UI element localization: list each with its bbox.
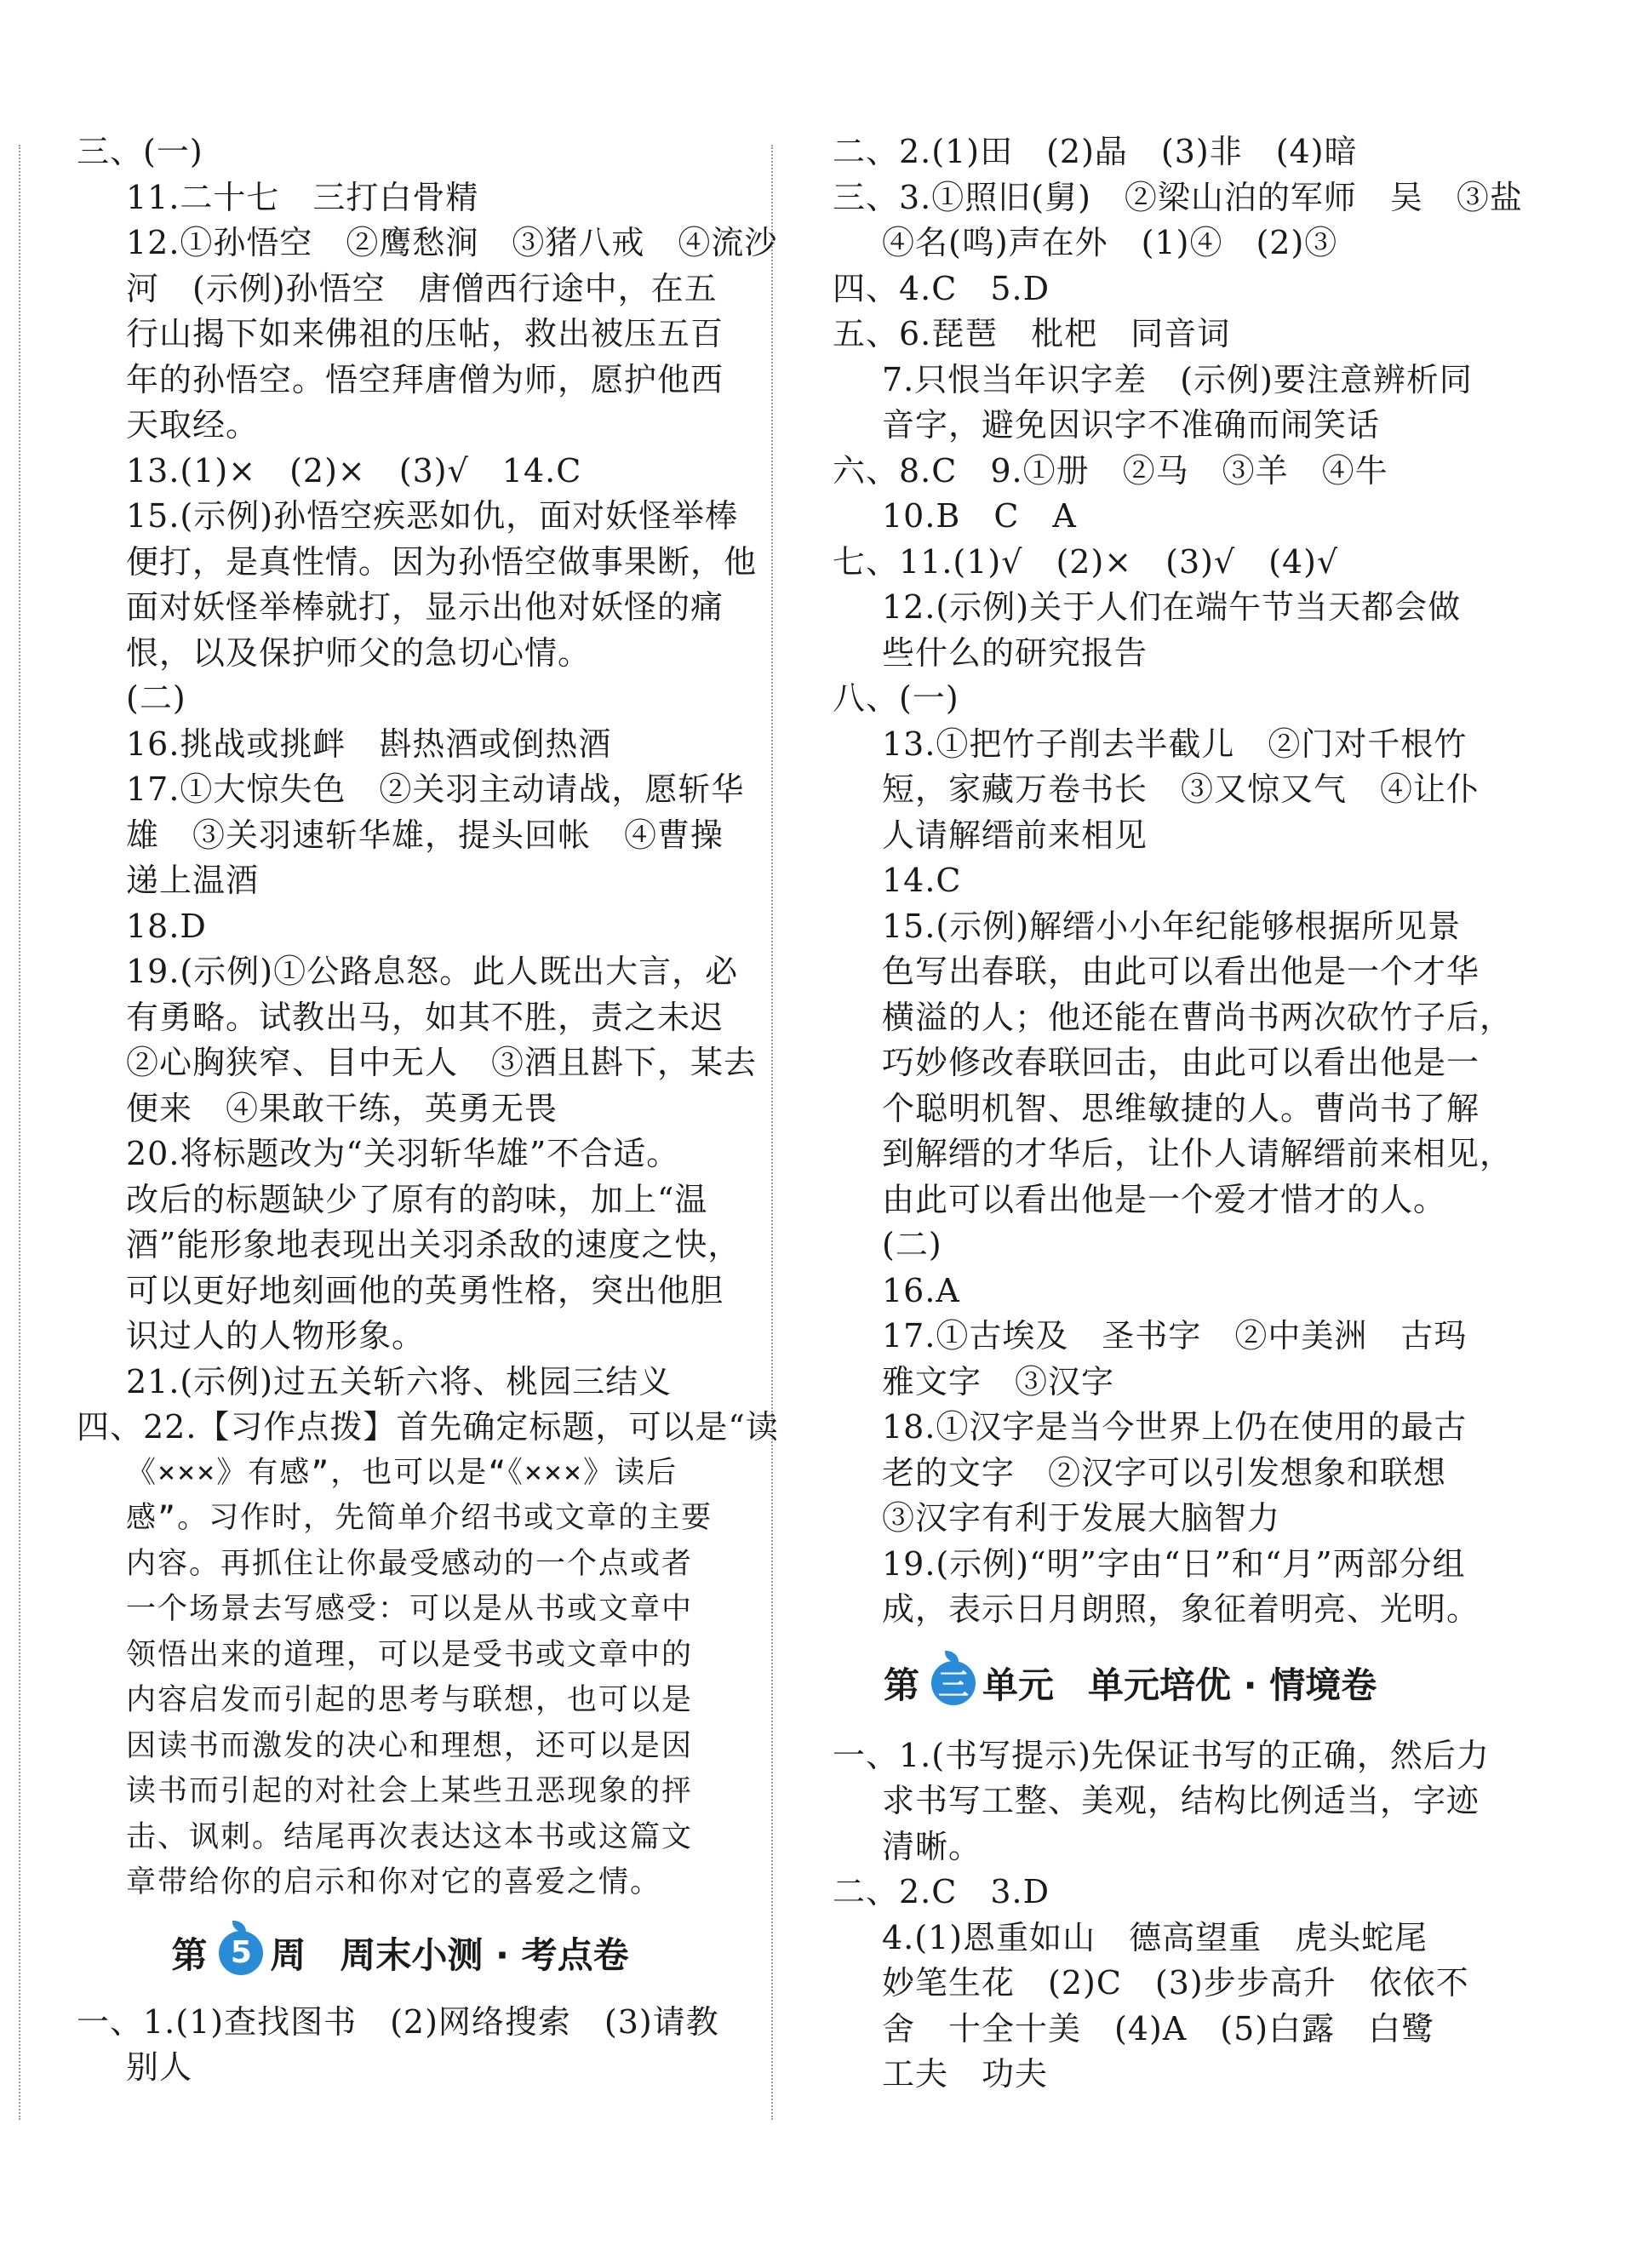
answer-line: (二) [882,1226,942,1263]
week-number-badge [219,1931,263,1975]
answer-line: 雅文字 ③汉字 [882,1362,1115,1400]
answer-line: 三、(一) [77,133,203,170]
answer-line: ③汉字有利于发展大脑智力 [882,1499,1281,1537]
answer-line: 章带给你的启示和你对它的喜爱之情。 [126,1865,662,1899]
leaf-icon [232,1921,246,1933]
answer-line: 人请解缙前来相见 [882,816,1148,854]
answer-line: 妙笔生花 (2)C (3)步步高升 依依不 [882,1964,1469,2002]
answer-line: 一、1.(1)查找图书 (2)网络搜索 (3)请教 [77,2002,719,2041]
column-divider [771,145,773,2120]
answer-line: 八、(一) [833,679,959,717]
answer-line: 横溢的人；他还能在曹尚书两次砍竹子后， [882,998,1514,1036]
right-answers-part-b [833,1733,1488,2098]
answer-line: 老的文字 ②汉字可以引发想象和联想 [882,1453,1447,1492]
answer-line: 别人 [126,2048,193,2086]
answer-line: 《×××》有感”，也可以是“《×××》读后 [126,1455,678,1490]
left-column [77,129,779,2091]
answer-line: 7.只恨当年识字差 (示例)要注意辨析同 [882,360,1473,398]
answer-line: 短，家藏万卷书长 ③又惊又气 ④让仆 [882,770,1480,808]
left-answers-part-b [77,2000,724,2091]
answer-line: 成，表示日月朗照，象征着明亮、光明。 [882,1590,1480,1628]
answer-line: 四、22.【习作点拨】首先确定标题，可以是“读 [77,1408,779,1446]
answer-line: 工夫 功夫 [882,2055,1049,2093]
answer-line: 一、1.(书写提示)先保证书写的正确，然后力 [833,1736,1490,1774]
answer-line: 四、4.C 5.D [833,269,1050,307]
answer-line: ④名(鸣)声在外 (1)④ (2)③ [882,224,1338,261]
answer-line: 16.A [882,1271,960,1309]
answer-line: 17.①大惊失色 ②关羽主动请战，愿斩华 [126,770,745,808]
unit-number-badge [931,1661,976,1705]
answer-line: 因读书而激发的决心和理想，还可以是因 [126,1728,694,1763]
answer-line: 些什么的研究报告 [882,633,1148,672]
answer-line: 酒”能形象地表现出关羽杀敌的速度之快， [126,1226,741,1263]
answer-line: 到解缙的才华后，让仆人请解缙前来相见， [882,1135,1514,1172]
answer-line: 感”。习作时，先简单介绍书或文章的主要 [126,1501,713,1535]
answer-line: 面对妖怪举棒就打，显示出他对妖怪的痛 [126,588,724,626]
answer-line: 年的孙悟空。悟空拜唐僧为师，愿护他西 [126,360,724,398]
answer-line: 20.将标题改为“关羽斩华雄”不合适。 [126,1135,680,1172]
unit-heading-title: 单元培优 · 情境卷 [1088,1664,1377,1706]
answer-line: 改后的标题缺少了原有的韵味，加上“温 [126,1180,708,1218]
week-heading [77,1906,724,2000]
answer-line: 三、3.①照旧(舅) ②梁山泊的军师 吴 ③盐 [833,178,1523,216]
week-number: 5 [230,1935,252,1970]
answer-line: 二、2.C 3.D [833,1873,1050,1910]
answer-line: 19.(示例)①公路息怒。此人既出大言，必 [126,953,739,990]
answer-line: 音字，避免因识字不准确而闹笑话 [882,406,1381,444]
answer-line: 天取经。 [126,406,260,444]
right-answers-part-a [833,129,1523,1633]
answer-line: 清晰。 [882,1827,982,1865]
answer-line: 11.二十七 三打白骨精 [126,178,479,216]
answer-line: 舍 十全十美 (4)A (5)白露 白鹭 [882,2009,1435,2048]
answer-line: 16.挑战或挑衅 斟热酒或倒热酒 [126,724,612,763]
answer-line: 12.(示例)关于人们在端午节当天都会做 [882,588,1462,626]
answer-line: 有勇略。试教出马，如其不胜，责之未迟 [126,998,724,1036]
week-heading-prefix: 第 [171,1933,208,1976]
week-heading-suffix: 周 [270,1933,306,1976]
answer-line: 击、讽刺。结尾再次表达这本书或这篇文 [126,1819,694,1854]
answer-line: 可以更好地刻画他的英勇性格，突出他胆 [126,1271,724,1309]
answer-line: 领悟出来的道理，可以是受书或文章中的 [126,1637,694,1672]
answer-line: 一个场景去写感受：可以是从书或文章中 [126,1592,694,1626]
answer-line: 便来 ④果敢干练，英勇无畏 [126,1089,558,1127]
answer-line: 雄 ③关羽速斩华雄，提头回帐 ④曹操 [126,816,724,854]
answer-line: 色写出春联，由此可以看出他是一个才华 [882,953,1480,990]
left-answers-part-a [77,129,779,1906]
unit-heading [833,1633,1488,1733]
answer-line: 恨，以及保护师父的急切心情。 [126,633,592,672]
answer-line: 便打，是真性情。因为孙悟空做事果断，他 [126,542,758,581]
answer-line: 识过人的人物形象。 [126,1317,426,1354]
answer-line: 15.(示例)解缙小小年纪能够根据所见景 [882,907,1462,945]
answer-line: 13.①把竹子削去半截儿 ②门对千根竹 [882,724,1468,763]
right-column [833,129,1523,2098]
answer-line: 五、6.琵琶 枇杷 同音词 [833,315,1231,352]
answer-line: 读书而引起的对社会上某些丑恶现象的抨 [126,1774,694,1808]
week-heading-title: 周末小测 · 考点卷 [340,1933,629,1976]
answer-line: 10.B C A [882,497,1077,535]
answer-line: 内容。再抓住让你最受感动的一个点或者 [126,1546,694,1581]
answer-line: 4.(1)恩重如山 德高望重 虎头蛇尾 [882,1918,1428,1956]
answer-line: 13.(1)× (2)× (3)√ 14.C [126,451,582,490]
answer-line: 河 (示例)孙悟空 唐僧西行途中，在五 [126,269,718,307]
unit-heading-suffix: 单元 [982,1664,1055,1706]
answer-line: 二、2.(1)田 (2)晶 (3)非 (4)暗 [833,133,1358,170]
answer-line: 六、8.C 9.①册 ②马 ③羊 ④牛 [833,451,1388,490]
answer-line: 19.(示例)“明”字由“日”和“月”两部分组 [882,1544,1466,1583]
answer-line: 18.D [126,907,207,945]
answer-line: 18.①汉字是当今世界上仍在使用的最古 [882,1408,1468,1446]
unit-number: 三 [938,1668,970,1703]
answer-line: 求书写工整、美观，结构比例适当，字迹 [882,1782,1480,1819]
answer-line: (二) [126,679,186,717]
answer-line: 14.C [882,862,962,899]
answer-line: 12.①孙悟空 ②鹰愁涧 ③猪八戒 ④流沙 [126,224,778,261]
answer-line: 巧妙修改春联回击，由此可以看出他是一 [882,1044,1480,1081]
answer-line: ②心胸狭窄、目中无人 ③酒且斟下，某去 [126,1044,758,1081]
answer-line: 七、11.(1)√ (2)× (3)√ (4)√ [833,542,1339,581]
answer-line: 15.(示例)孙悟空疾恶如仇，面对妖怪举棒 [126,497,739,535]
answer-line: 行山揭下如来佛祖的压帖，救出被压五百 [126,315,724,352]
left-margin-rule [19,145,20,2120]
answer-line: 递上温酒 [126,862,260,899]
answer-line: 由此可以看出他是一个爱才惜才的人。 [882,1180,1447,1218]
answer-line: 17.①古埃及 圣书字 ②中美洲 古玛 [882,1317,1468,1354]
unit-heading-prefix: 第 [884,1664,920,1706]
answer-line: 内容启发而引起的思考与联想，也可以是 [126,1683,694,1717]
answer-line: 21.(示例)过五关斩六将、桃园三结义 [126,1362,673,1400]
answer-line: 个聪明机智、思维敏捷的人。曹尚书了解 [882,1089,1480,1127]
